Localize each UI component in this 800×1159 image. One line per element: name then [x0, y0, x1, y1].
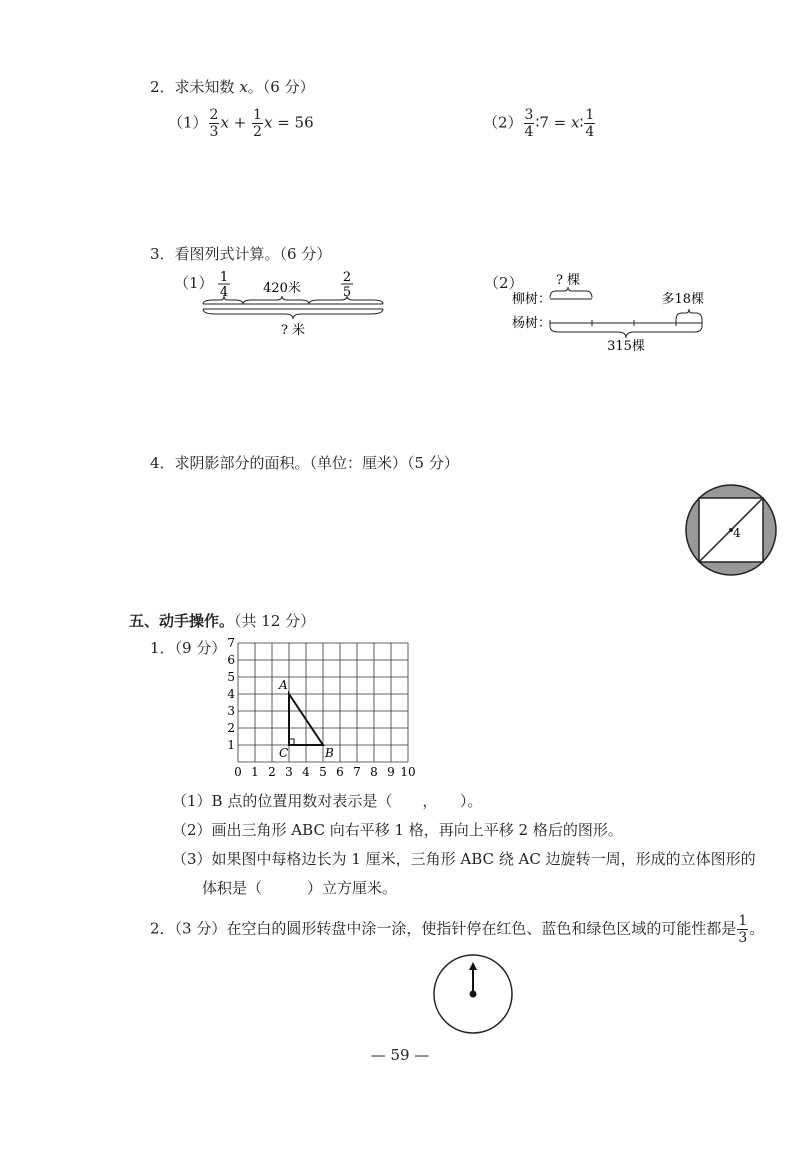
q3-title: 3．看图列式计算。（6 分）: [150, 245, 332, 263]
fraction: $\frac{1}{3}$: [738, 913, 748, 946]
q2-score: 。（6 分）: [247, 78, 315, 96]
fraction: $\frac{1}{4}$: [585, 107, 595, 140]
y-tick-label: 5: [227, 670, 235, 684]
y-tick-label: 6: [227, 653, 235, 667]
sec5-q1-s3b: 体积是（ ）立方厘米。: [202, 879, 398, 897]
q3-diagram-2: [512, 268, 712, 354]
q2-p1-label: （1）: [168, 113, 208, 132]
q3-diagram-1: [195, 266, 395, 341]
x-tick-label: 6: [336, 765, 344, 779]
x-tick-label: 1: [251, 765, 259, 779]
frac-num: 2: [342, 270, 352, 285]
q2-part2: [483, 108, 596, 139]
x-tick-label: 8: [370, 765, 378, 779]
q2-p2-mid: ∶7 =: [535, 113, 572, 132]
x-tick-label: 9: [387, 765, 395, 779]
fraction: $\frac{2}{3}$: [209, 107, 219, 140]
y-tick-label: 3: [227, 704, 235, 718]
q3-p2-more: 多18棵: [661, 292, 704, 307]
point-a-label: A: [279, 678, 288, 692]
sec5-heading: [129, 610, 315, 631]
sec5-q2-end: 。: [749, 919, 765, 938]
q2-part1: [168, 108, 314, 139]
sec5-score: （共 12 分）: [234, 612, 316, 630]
pointer-pivot: [470, 991, 477, 998]
y-tick-label: 4: [227, 687, 235, 701]
point-b-label: B: [325, 746, 334, 760]
x-tick-label: 0: [234, 765, 242, 779]
coordinate-grid: [225, 636, 425, 781]
q3-p2-total: 315棵: [607, 339, 645, 354]
y-tick-label: 2: [227, 721, 235, 735]
ratio-colon: ∶: [579, 113, 584, 132]
var-x: x: [263, 113, 273, 132]
page-number: — 59 —: [370, 1046, 430, 1064]
var-x: x: [571, 113, 580, 132]
y-tick-label: 7: [227, 636, 235, 650]
frac-den: 5: [342, 285, 352, 300]
q2-var: x: [239, 78, 248, 96]
x-tick-label: 4: [302, 765, 310, 779]
q2-p1-rhs: = 56: [272, 113, 314, 132]
x-tick-label: 3: [285, 765, 293, 779]
y-tick-label: 1: [227, 738, 235, 752]
var-x: x: [220, 113, 229, 132]
q4-figure: [683, 482, 779, 578]
frac-num: 1: [219, 270, 229, 285]
q4-title: 4．求阴影部分的面积。（单位：厘米）（5 分）: [150, 454, 459, 472]
q3-p1-middle: 420米: [263, 281, 301, 296]
q3-p1-label: （1）: [174, 274, 214, 292]
q3-p1-total: ? 米: [280, 323, 306, 338]
q3-p2-row2: 杨树：: [512, 316, 552, 331]
sec5-q1-label: 1．（9 分）: [150, 639, 227, 657]
sec5-q1-s1: （1）B 点的位置用数对表示是（ ， ）。: [172, 792, 483, 810]
sec5-q1-s2: （2）画出三角形 ABC 向右平移 1 格，再向上平移 2 格后的图形。: [172, 821, 623, 839]
q2-title-text: 2．求未知数: [150, 78, 235, 96]
x-tick-label: 5: [319, 765, 327, 779]
q4-dim: 4: [733, 526, 741, 540]
fraction: $\frac{3}{4}$: [524, 107, 534, 140]
frac-den: 4: [219, 285, 229, 300]
sec5-title: 五、动手操作。: [129, 612, 235, 630]
x-tick-label: 2: [268, 765, 276, 779]
spinner-dial[interactable]: [431, 952, 515, 1036]
sec5-q2-text: 2．（3 分）在空白的圆形转盘中涂一涂，使指针停在红色、蓝色和绿色区域的可能性都是: [150, 919, 737, 938]
plus-sign: +: [228, 113, 252, 132]
q2-title: [150, 76, 315, 97]
sec5-q1-s3a: （3）如果图中每格边长为 1 厘米，三角形 ABC 绕 AC 边旋转一周，形成的立体图形的: [172, 850, 756, 868]
sec5-q2: [150, 914, 764, 945]
fraction: $\frac{1}{2}$: [253, 107, 262, 140]
q2-p2-label: （2）: [483, 113, 523, 132]
x-tick-label: 7: [353, 765, 361, 779]
q3-p2-row1: 柳树：: [512, 292, 552, 307]
q3-p2-label: （2）: [484, 274, 524, 292]
point-c-label: C: [279, 746, 289, 760]
x-tick-label: 10: [400, 765, 416, 779]
q3-p2-top: ? 棵: [555, 273, 581, 288]
